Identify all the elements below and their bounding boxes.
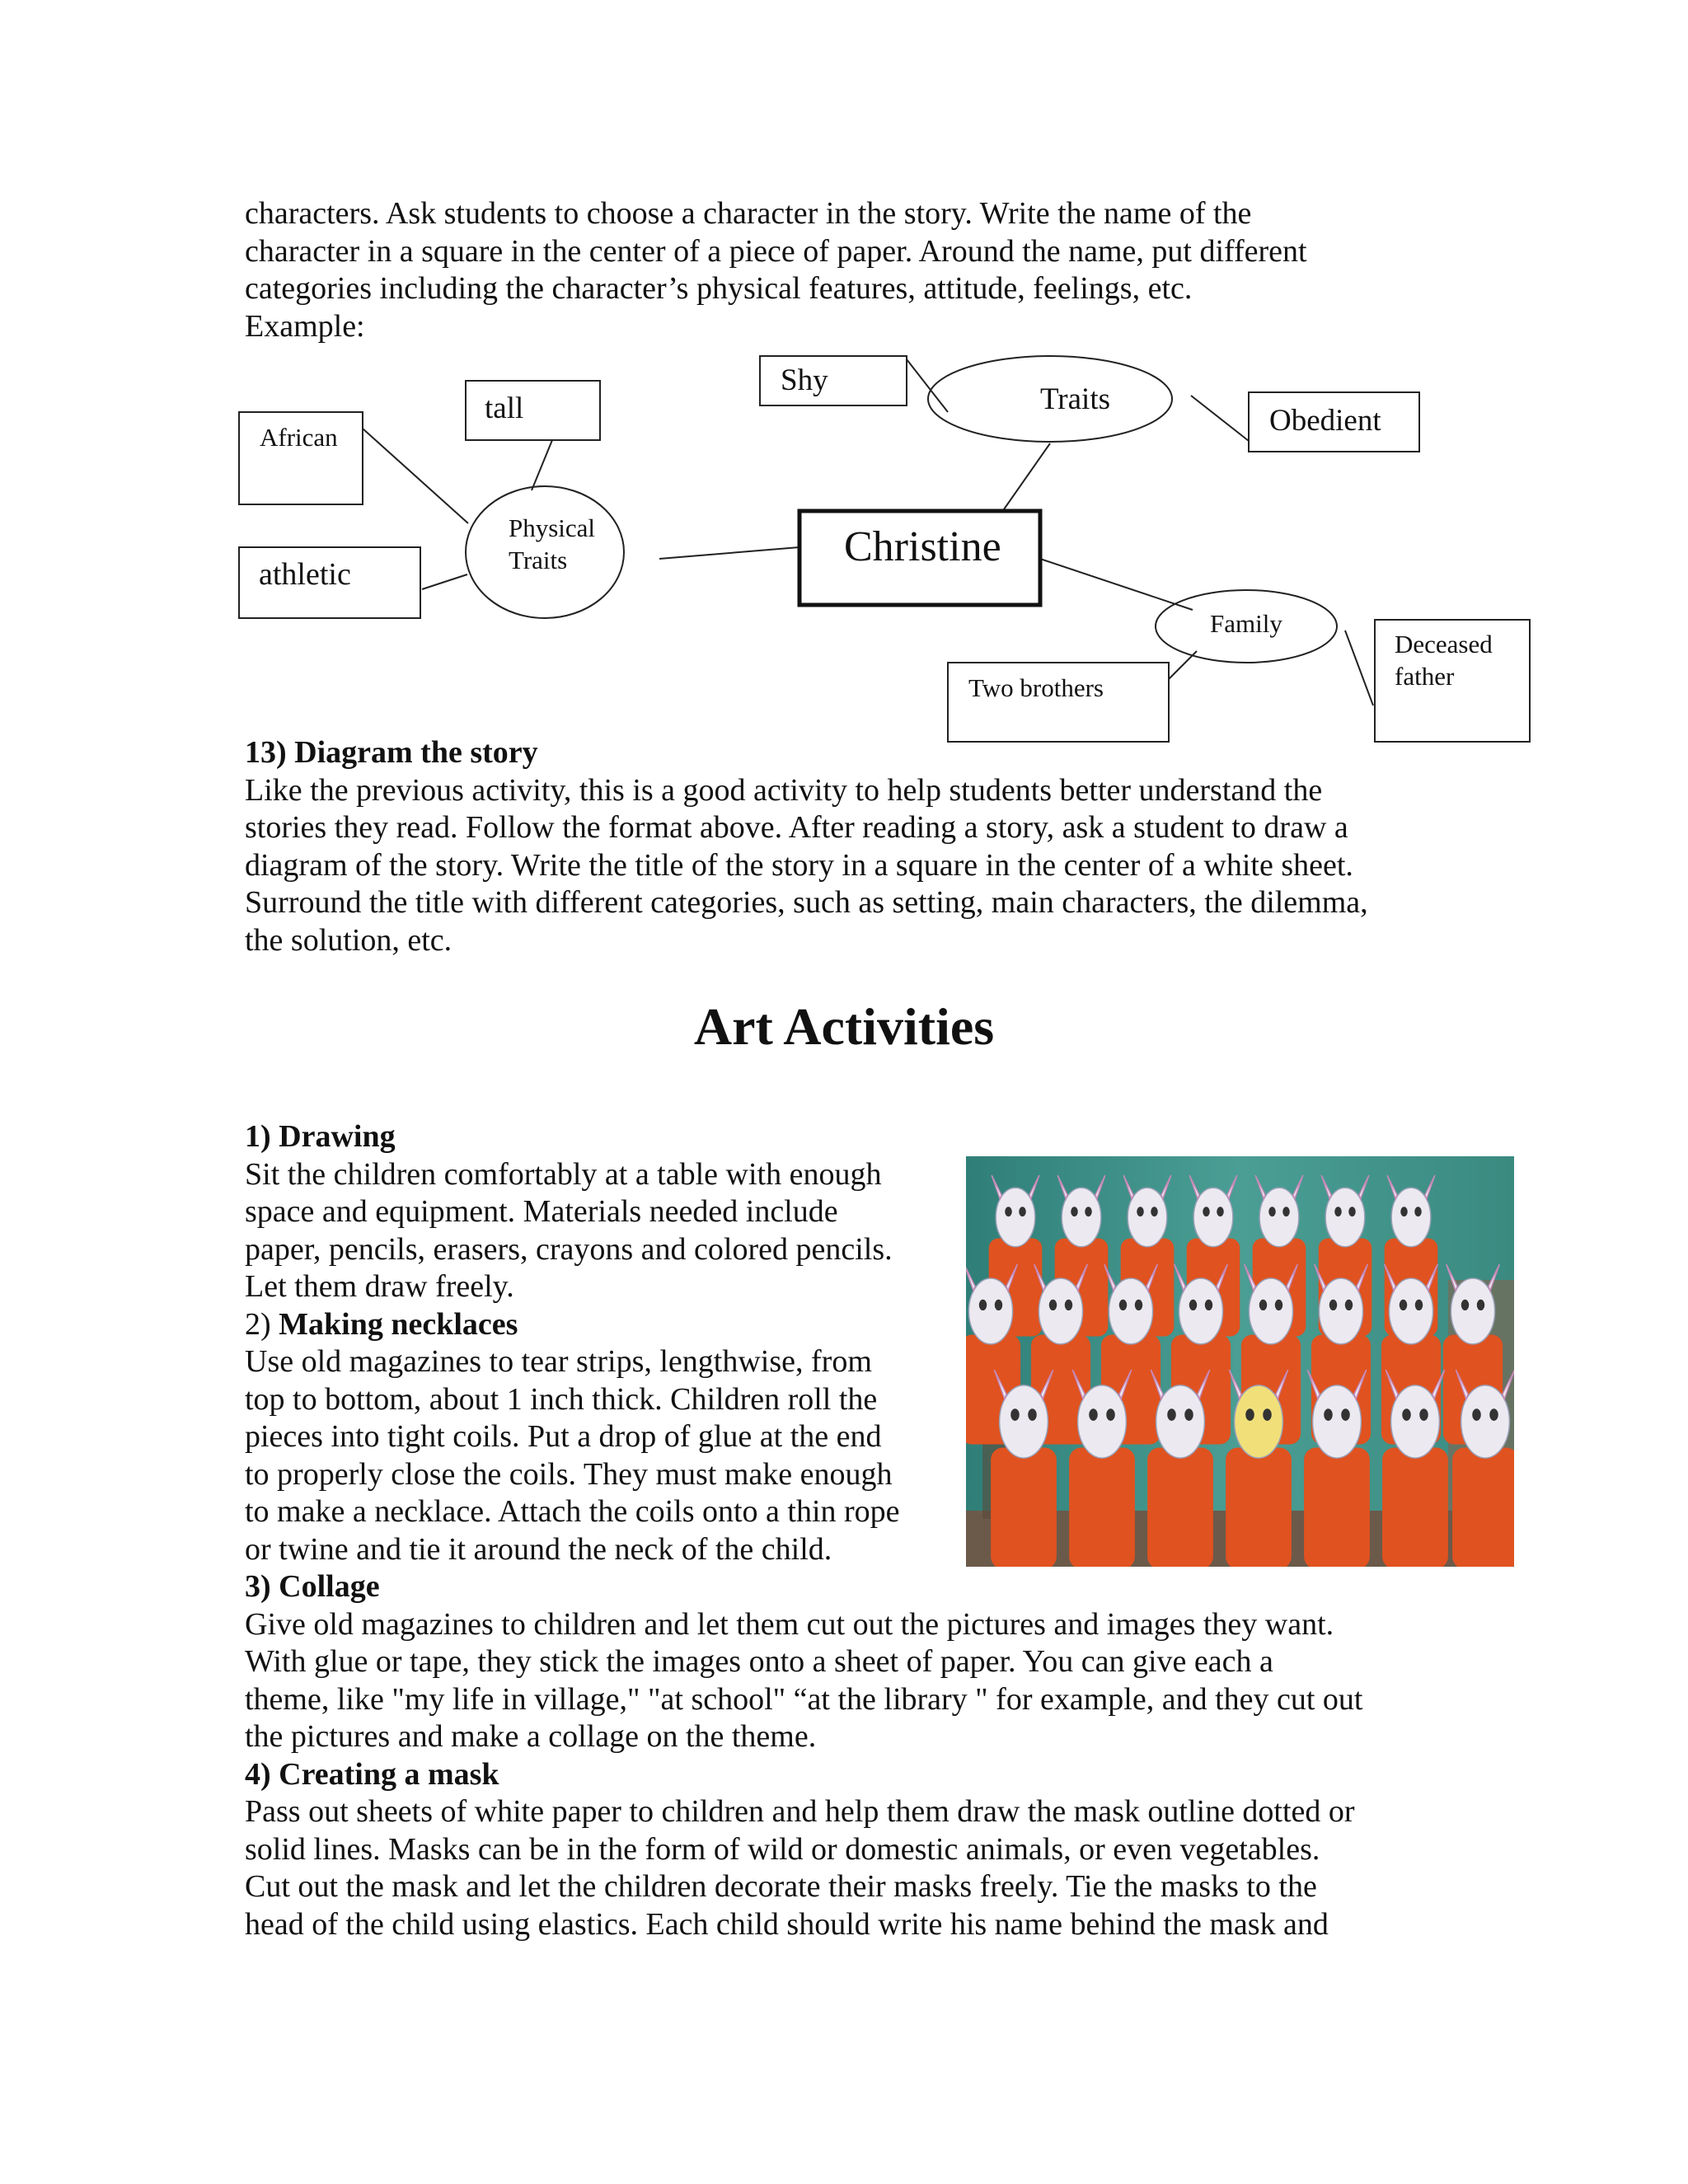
mask-eye [1263, 1408, 1272, 1421]
paragraph-line: Cut out the mask and let the children decorate their masks freely. Tie the masks to the [245, 1869, 1317, 1904]
child-mask [1313, 1385, 1362, 1458]
connector [907, 359, 948, 412]
child-shirt [1069, 1448, 1135, 1568]
label-tall: tall [485, 391, 524, 425]
child-shirt [1226, 1448, 1292, 1568]
intro-line: Example: [245, 308, 365, 344]
label-deceased-father-line: father [1395, 662, 1455, 691]
mask-eye [1329, 1300, 1338, 1310]
child-mask [1000, 1385, 1048, 1458]
paragraph-line: pieces into tight coils. Put a drop of glue at the end [245, 1419, 882, 1454]
mask-eye [1489, 1408, 1498, 1421]
section-number: 2) [245, 1306, 279, 1342]
label-deceased-father-line: Deceased [1395, 630, 1493, 658]
child-shirt [1382, 1448, 1448, 1568]
child-shirt [991, 1448, 1057, 1568]
photo-children-in-masks [966, 1156, 1514, 1567]
label-two-brothers: Two brothers [968, 673, 1104, 702]
mask-eye [1345, 1300, 1353, 1310]
section-heading: 13) Diagram the story [245, 735, 538, 770]
child-mask [1109, 1278, 1152, 1344]
mask-eye [1071, 1207, 1078, 1216]
child-mask [1451, 1278, 1494, 1344]
label-athletic: athletic [259, 557, 351, 592]
mask-eye [1472, 1408, 1481, 1421]
connector [1169, 651, 1197, 679]
mask-eye [1089, 1408, 1098, 1421]
paragraph-line: Give old magazines to children and let them cut out the pictures and images they want. [245, 1606, 1334, 1642]
paragraph-line: to make a necklace. Attach the coils onto a thin rope [245, 1494, 900, 1529]
art-activities-title: Art Activities [693, 997, 995, 1056]
connector [1345, 630, 1373, 705]
mask-eye [1151, 1207, 1158, 1216]
paragraph-line: Use old magazines to tear strips, lengthwise, from [245, 1344, 872, 1379]
paragraph-line: theme, like "my life in village," "at school" “at the library " for example, and they cut out [245, 1681, 1363, 1717]
mask-eye [1415, 1300, 1423, 1310]
label-christine: Christine [844, 523, 1001, 570]
child-mask [1325, 1188, 1365, 1246]
child-mask [1235, 1385, 1283, 1458]
paragraph-line: Like the previous activity, this is a good activity to help students better understand the [245, 772, 1323, 808]
label-shy: Shy [781, 363, 828, 396]
child-mask [1249, 1278, 1292, 1344]
connector [659, 547, 799, 559]
mask-eye [1135, 1300, 1143, 1310]
child-mask [1259, 1188, 1299, 1246]
child-mask [1391, 1385, 1440, 1458]
intro-line: characters. Ask students to choose a character in the story. Write the name of the [245, 196, 1252, 231]
character-diagram [0, 346, 1688, 750]
paragraph-line: stories they read. Follow the format above. After reading a story, ask a student to draw a [245, 810, 1348, 845]
connector [422, 574, 467, 589]
child-mask [1389, 1278, 1432, 1344]
mask-eye [1461, 1300, 1470, 1310]
label-traits: Traits [1040, 382, 1111, 416]
child-mask [1319, 1278, 1362, 1344]
section-heading-drawing: 1) Drawing [245, 1119, 396, 1154]
child-mask [1391, 1188, 1431, 1246]
mask-eye [1184, 1408, 1193, 1421]
mask-eye [1245, 1408, 1254, 1421]
paragraph-line: the pictures and make a collage on the theme. [245, 1719, 817, 1754]
intro-paragraph [245, 195, 1440, 345]
paragraph-line: head of the child using elastics. Each child should write his name behind the mask and [245, 1906, 1329, 1942]
section-heading-necklaces [245, 1306, 937, 1344]
mask-eye [1400, 1300, 1408, 1310]
label-african: African [260, 423, 338, 452]
mask-eye [1275, 1300, 1283, 1310]
mask-eye [1324, 1408, 1333, 1421]
paragraph-line: the solution, etc. [245, 922, 452, 958]
paragraph-line: space and equipment. Materials needed include [245, 1194, 838, 1229]
paragraph-line: to properly close the coils. They must make enough [245, 1456, 893, 1492]
mask-eye [979, 1300, 987, 1310]
child-mask [1461, 1385, 1510, 1458]
mask-eye [1217, 1207, 1224, 1216]
label-physical-traits-line: Physical [509, 513, 596, 542]
mask-eye [1167, 1408, 1176, 1421]
child-shirt [1304, 1448, 1370, 1568]
mask-eye [1010, 1408, 1020, 1421]
child-mask [1193, 1188, 1233, 1246]
mask-eye [1065, 1300, 1073, 1310]
label-family: Family [1210, 609, 1282, 638]
paragraph-line: or twine and tie it around the neck of the child. [245, 1531, 832, 1567]
child-mask [1156, 1385, 1205, 1458]
mask-eye [1341, 1408, 1350, 1421]
paragraph-line: top to bottom, about 1 inch thick. Children roll the [245, 1381, 878, 1417]
child-shirt [1452, 1448, 1514, 1568]
section-heading-collage: 3) Collage [245, 1569, 380, 1604]
child-mask [1039, 1278, 1082, 1344]
mask-eye [1477, 1300, 1485, 1310]
child-mask [1179, 1278, 1222, 1344]
mask-eye [1419, 1408, 1428, 1421]
section-heading-text: Making necklaces [279, 1306, 518, 1342]
intro-line: character in a square in the center of a piece of paper. Around the name, put different [245, 233, 1307, 269]
connector [363, 429, 468, 523]
section-diagram-the-story [245, 734, 1440, 959]
paragraph-line: paper, pencils, erasers, crayons and colored pencils. [245, 1231, 893, 1267]
mask-eye [1268, 1207, 1276, 1216]
art-sections-left [245, 1118, 937, 1568]
mask-eye [1189, 1300, 1198, 1310]
connector [1004, 443, 1050, 509]
child-mask [996, 1188, 1035, 1246]
mask-eye [1137, 1207, 1144, 1216]
paragraph-line: diagram of the story. Write the title of the story in a square in the center of a white sheet. [245, 847, 1353, 883]
child-mask [1078, 1385, 1127, 1458]
connector [532, 440, 552, 490]
paragraph-line: With glue or tape, they stick the images onto a sheet of paper. You can give each a [245, 1644, 1273, 1679]
paragraph-line: Sit the children comfortably at a table with enough [245, 1156, 882, 1192]
mask-eye [1005, 1207, 1012, 1216]
child-mask [1128, 1188, 1167, 1246]
label-physical-traits-line: Traits [509, 546, 568, 574]
paragraph-line: Pass out sheets of white paper to children and help them draw the mask outline dotted or [245, 1794, 1355, 1829]
mask-eye [1402, 1408, 1411, 1421]
intro-line: categories including the character’s physical features, attitude, feelings, etc. [245, 271, 1193, 306]
paragraph-line: Let them draw freely. [245, 1269, 514, 1304]
paragraph-line: Surround the title with different categories, such as setting, main characters, the dilemma, [245, 885, 1368, 920]
child-shirt [1147, 1448, 1213, 1568]
mask-eye [1119, 1300, 1128, 1310]
label-physical-traits [509, 512, 595, 576]
mask-eye [1106, 1408, 1115, 1421]
mask-eye [1019, 1207, 1026, 1216]
mask-eye [995, 1300, 1003, 1310]
label-deceased-father [1395, 628, 1493, 692]
mask-eye [1049, 1300, 1057, 1310]
mask-eye [1282, 1207, 1290, 1216]
mask-eye [1203, 1207, 1210, 1216]
mask-eye [1334, 1207, 1342, 1216]
connector [1191, 396, 1249, 441]
label-obedient: Obedient [1269, 404, 1381, 438]
child-mask [968, 1278, 1012, 1344]
mask-eye [1400, 1207, 1408, 1216]
mask-eye [1205, 1300, 1213, 1310]
connector [1040, 559, 1193, 610]
photo-illustration [966, 1156, 1514, 1567]
mask-eye [1259, 1300, 1268, 1310]
paragraph-line: solid lines. Masks can be in the form of wild or domestic animals, or even vegetables. [245, 1831, 1320, 1867]
art-sections-full [245, 1568, 1440, 1943]
mask-eye [1085, 1207, 1092, 1216]
mask-eye [1414, 1207, 1422, 1216]
mask-eye [1028, 1408, 1037, 1421]
child-mask [1062, 1188, 1101, 1246]
section-heading-mask: 4) Creating a mask [245, 1756, 499, 1792]
mask-eye [1348, 1207, 1356, 1216]
